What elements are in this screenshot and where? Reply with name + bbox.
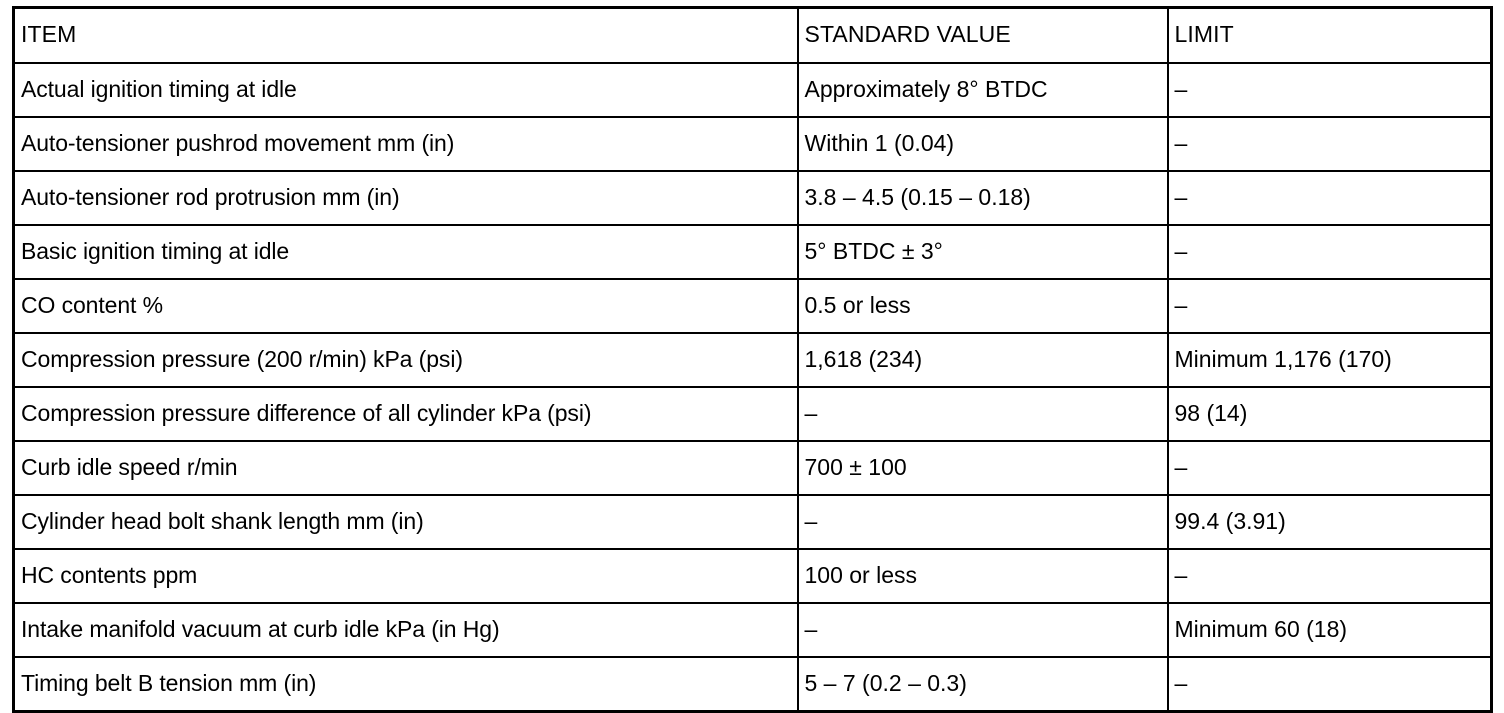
cell-standard-value: 1,618 (234) xyxy=(798,333,1168,387)
cell-item: Auto-tensioner pushrod movement mm (in) xyxy=(14,117,798,171)
cell-item: HC contents ppm xyxy=(14,549,798,603)
cell-standard-value: Within 1 (0.04) xyxy=(798,117,1168,171)
cell-limit: – xyxy=(1168,63,1492,117)
cell-limit: – xyxy=(1168,171,1492,225)
cell-limit: – xyxy=(1168,549,1492,603)
cell-item: Curb idle speed r/min xyxy=(14,441,798,495)
cell-item: Timing belt B tension mm (in) xyxy=(14,657,798,712)
table-row xyxy=(14,171,1492,225)
table-row xyxy=(14,603,1492,657)
cell-standard-value: 0.5 or less xyxy=(798,279,1168,333)
cell-standard-value: – xyxy=(798,387,1168,441)
table-header-row xyxy=(14,8,1492,64)
table-row xyxy=(14,279,1492,333)
cell-standard-value: – xyxy=(798,495,1168,549)
table-row xyxy=(14,495,1492,549)
cell-standard-value: 5 – 7 (0.2 – 0.3) xyxy=(798,657,1168,712)
cell-limit: 99.4 (3.91) xyxy=(1168,495,1492,549)
table-header xyxy=(14,8,1492,64)
cell-standard-value: 5° BTDC ± 3° xyxy=(798,225,1168,279)
table-row xyxy=(14,549,1492,603)
cell-standard-value: 3.8 – 4.5 (0.15 – 0.18) xyxy=(798,171,1168,225)
cell-standard-value: Approximately 8° BTDC xyxy=(798,63,1168,117)
cell-standard-value: 100 or less xyxy=(798,549,1168,603)
cell-item: Compression pressure difference of all cylinder kPa (psi) xyxy=(14,387,798,441)
cell-item: Cylinder head bolt shank length mm (in) xyxy=(14,495,798,549)
cell-limit: – xyxy=(1168,279,1492,333)
cell-item: Compression pressure (200 r/min) kPa (psi) xyxy=(14,333,798,387)
table-row xyxy=(14,333,1492,387)
cell-limit: Minimum 1,176 (170) xyxy=(1168,333,1492,387)
table-row xyxy=(14,63,1492,117)
specifications-table xyxy=(12,6,1493,713)
table-row xyxy=(14,387,1492,441)
cell-standard-value: 700 ± 100 xyxy=(798,441,1168,495)
cell-limit: Minimum 60 (18) xyxy=(1168,603,1492,657)
cell-item: Auto-tensioner rod protrusion mm (in) xyxy=(14,171,798,225)
cell-limit: – xyxy=(1168,225,1492,279)
column-header-item: ITEM xyxy=(14,8,798,64)
cell-limit: – xyxy=(1168,117,1492,171)
cell-limit: 98 (14) xyxy=(1168,387,1492,441)
cell-standard-value: – xyxy=(798,603,1168,657)
table-row xyxy=(14,441,1492,495)
cell-item: Intake manifold vacuum at curb idle kPa (in Hg) xyxy=(14,603,798,657)
table-row xyxy=(14,117,1492,171)
table-row xyxy=(14,657,1492,712)
table-body xyxy=(14,63,1492,712)
cell-limit: – xyxy=(1168,657,1492,712)
cell-item: Basic ignition timing at idle xyxy=(14,225,798,279)
cell-item: CO content % xyxy=(14,279,798,333)
table-row xyxy=(14,225,1492,279)
column-header-standard-value: STANDARD VALUE xyxy=(798,8,1168,64)
column-header-limit: LIMIT xyxy=(1168,8,1492,64)
cell-limit: – xyxy=(1168,441,1492,495)
cell-item: Actual ignition timing at idle xyxy=(14,63,798,117)
